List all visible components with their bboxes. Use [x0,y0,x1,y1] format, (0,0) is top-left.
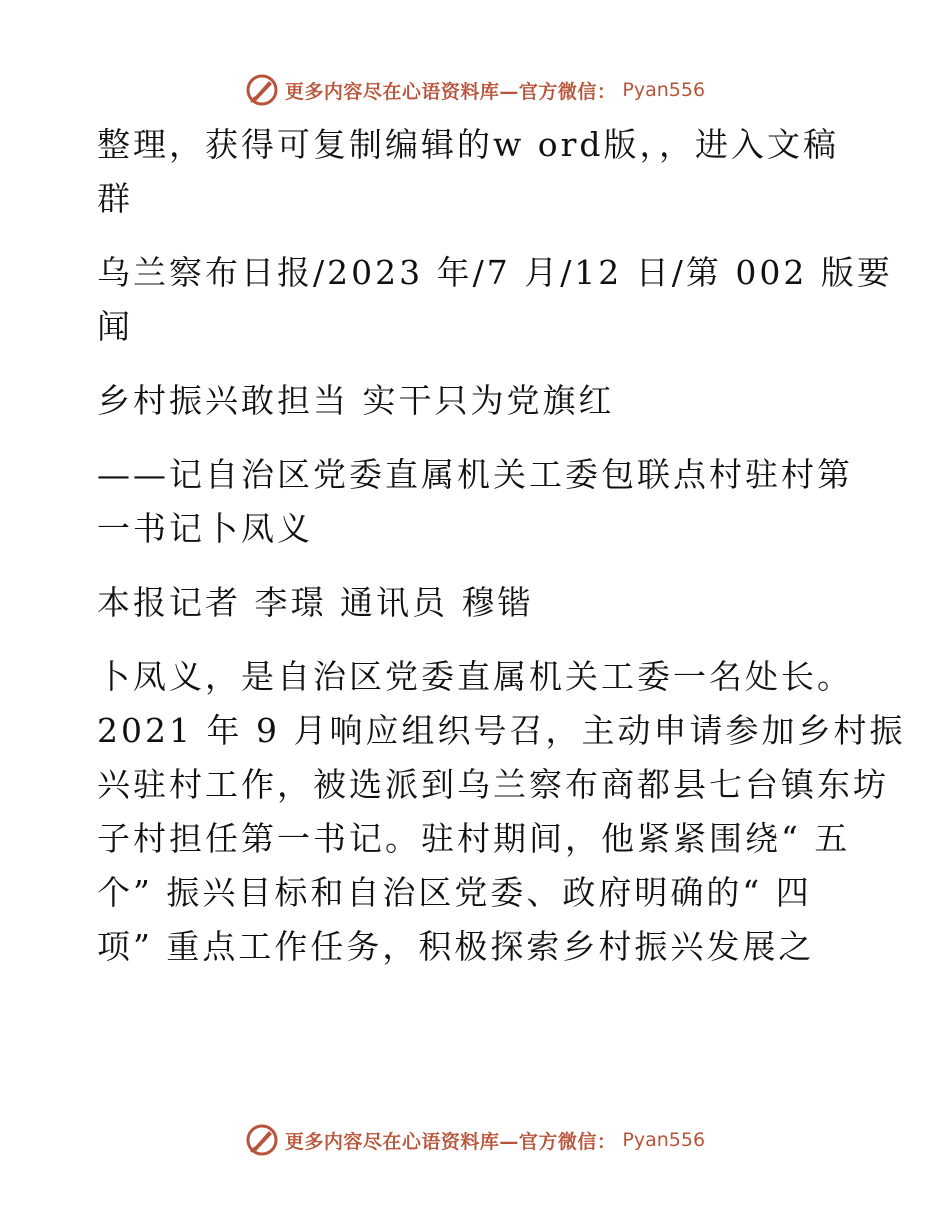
footer-watermark [0,1120,950,1160]
article-subtitle: ——记自治区党委直属机关工委包联点村驻村第 [97,455,853,494]
text-line: 乌兰察布日报/2023 年/7 月/12 日/第 002 版要 [97,253,893,292]
text-line: 个” 振兴目标和自治区党委、政府明确的“ 四 [97,873,812,912]
text-line: 项” 重点工作任务，积极探索乡村振兴发展之 [97,927,815,966]
quill-logo-icon [245,73,279,107]
article-title: 乡村振兴敢担当 实干只为党旗红 [97,381,615,420]
text-line: 2021 年 9 月响应组织号召，主动申请参加乡村振 [97,711,906,750]
text-line: 兴驻村工作，被选派到乌兰察布商都县七台镇东坊 [97,765,889,804]
document-body [97,118,906,974]
quill-logo-icon [245,1123,279,1157]
text-line: 卜凤义，是自治区党委直属机关工委一名处长。 [97,657,853,696]
watermark-wechat-id: Pyan556 [622,79,706,101]
watermark-text: 更多内容尽在心语资料库—官方微信： [284,80,617,103]
header-watermark [0,70,950,110]
article-subtitle: 一书记卜凤义 [97,509,313,548]
watermark-wechat-id: Pyan556 [622,1129,706,1151]
text-line: 整理，获得可复制编辑的w ord版，，进入文稿 [97,125,840,164]
watermark-text: 更多内容尽在心语资料库—官方微信： [284,1130,617,1153]
text-line: 群 [97,179,133,218]
text-line: 闻 [97,307,133,346]
text-line: 子村担任第一书记。驻村期间，他紧紧围绕“ 五 [97,819,851,858]
byline: 本报记者 李璟 通讯员 穆锴 [97,583,534,622]
